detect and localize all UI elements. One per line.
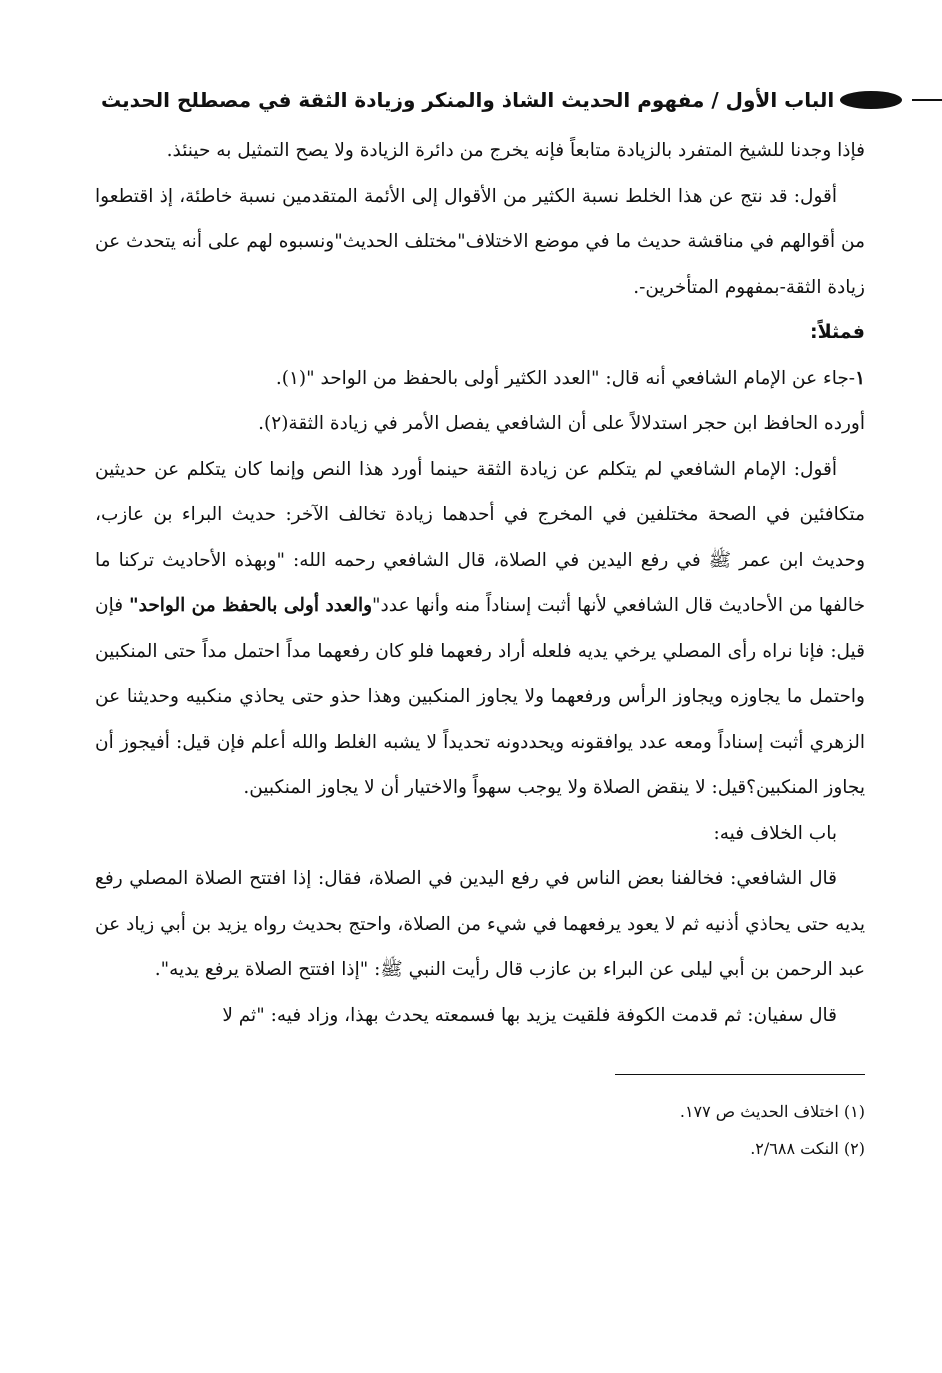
header-rule-right — [912, 99, 942, 101]
paragraph-6: باب الخلاف فيه: — [713, 822, 837, 844]
paragraph-3 — [95, 356, 865, 402]
paragraph-5 — [95, 447, 865, 811]
header-ornament — [840, 91, 902, 109]
paragraph-8: قال سفيان: ثم قدمت الكوفة فلقيت يزيد بها فسمعته يحدث بهذا، وزاد فيه: "ثم لا — [222, 1004, 837, 1026]
paragraph-2: أقول: قد نتج عن هذا الخلط نسبة الكثير من الأقوال إلى الأئمة المتقدمين نسبة خاطئة، إذ اقتطعوا من أقوالهم في مناقشة حديث ما في موضع الاختلاف"مختلف الحديث"ونسبوه لهم على أنه يتحدث عن زيادة الثقة-بمفهوم المتأخرين-. — [95, 185, 865, 298]
paragraph-1: فإذا وجدنا للشيخ المتفرد بالزيادة متابعاً فإنه يخرج من دائرة الزيادة ولا يصح التمثيل به حينئذ. — [166, 140, 865, 161]
main-text — [95, 128, 865, 1038]
paragraph-4: أورده الحافظ ابن حجر استدلالاً على أن الشافعي يفصل الأمر في زيادة الثقة(٢). — [258, 413, 865, 434]
footnotes — [95, 1075, 865, 1167]
paragraph-3-text: -جاء عن الإمام الشافعي أنه قال: "العدد الكثير أولى بالحفظ من الواحد "(١). — [275, 367, 856, 389]
paragraph-5-part-b: فإن قيل: فإنا نراه رأى المصلي يرخي يديه فلعله أراد رفعهما فلو كان رفعهما مداً احتمل مداً حتى المنكبين واحتمل ما يجاوزه ويجاوز الرأس ورفعهما ولا يجاوز المنكبين وهذا حذو حتى يحاذي منكبيه وحديثنا عن الزهري أثبت إسناداً ومعه عدد يوافقونه ويحددونه تحديداً لا يشبه الغلط والله أعلم فإن قيل: أفيجوز أن يجاوز المنكبين؟قيل: لا ينقض الصلاة ولا يوجب سهواً والاختيار أن لا يجاوز المنكبين. — [95, 595, 865, 798]
book-page — [95, 78, 865, 1167]
footnote-2: (٢) النكت ٢/٦٨٨. — [750, 1139, 865, 1158]
paragraph-5-part-a: أقول: الإمام الشافعي لم يتكلم عن زيادة الثقة حينما أورد هذا النص وإنما كان يتكلم عن حديثين متكافئين في الصحة مختلفين في المخرج في أحدهما زيادة تخالف الآخر: حديث البراء بن عازب، وحديث ابن عمر ﷺ في رفع اليدين في الصلاة، قال الشافعي رحمه الله: "وبهذه الأحاديث تركنا ما خالفها من الأحاديث قال الشافعي لأنها أثبت إسناداً منه وأنها عدد" — [95, 458, 865, 616]
footnote-divider — [615, 1074, 865, 1075]
running-header-title: الباب الأول / مفهوم الحديث الشاذ والمنكر وزيادة الثقة في مصطلح الحديث — [101, 88, 835, 112]
item-number: ١ — [855, 367, 865, 389]
section-heading: فمثلاً: — [810, 321, 865, 343]
paragraph-5-bold-quote: والعدد أولى بالحفظ من الواحد" — [128, 595, 373, 616]
running-header — [95, 78, 865, 122]
footnote-1: (١) اختلاف الحديث ص ١٧٧. — [679, 1102, 865, 1121]
paragraph-7: قال الشافعي: فخالفنا بعض الناس في رفع اليدين في الصلاة، فقال: إذا افتتح الصلاة المصلي رفع يديه حتى يحاذي أذنيه ثم لا يعود يرفعهما في شيء من الصلاة، واحتج بحديث رواه يزيد بن أبي زياد عن عبد الرحمن بن أبي ليلى عن البراء بن عازب قال رأيت النبي ﷺ: "إذا افتتح الصلاة يرفع يديه". — [95, 868, 865, 980]
